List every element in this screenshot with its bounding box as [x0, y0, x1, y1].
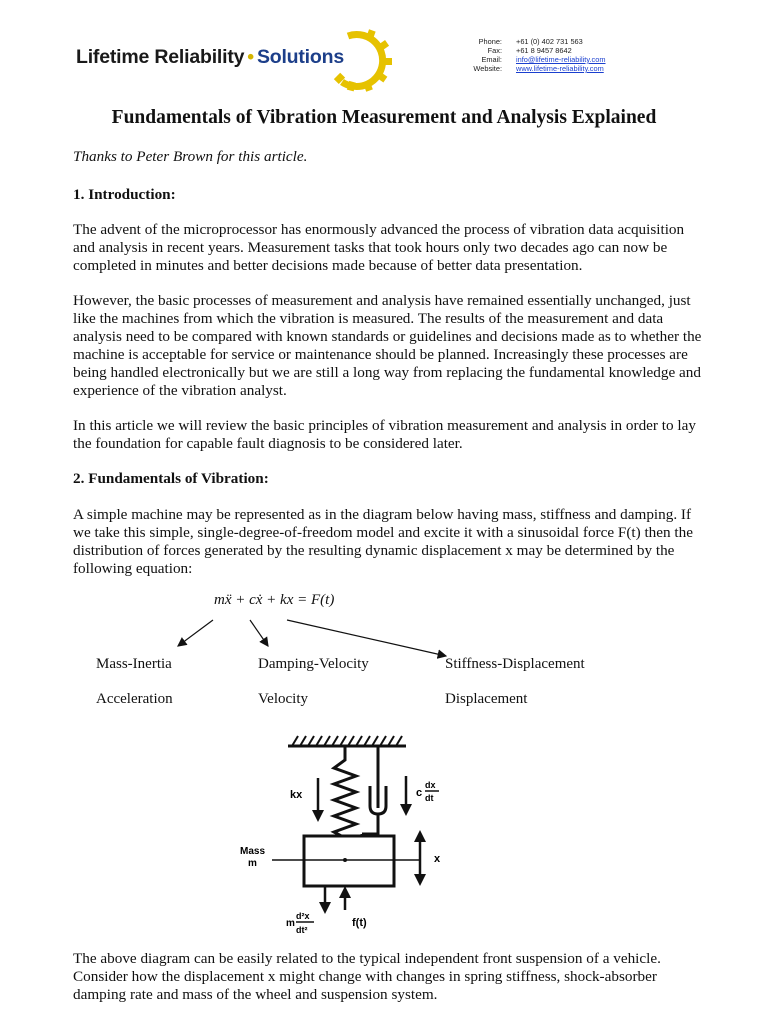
label-velocity: Velocity: [258, 691, 308, 707]
paragraph-1: The advent of the microprocessor has enormously advanced the process of vibration data acquisition and analysis in recent years. Measurement tasks that took hours only two decades ago can now be completed in minutes and better decisions made because of better data presentation.: [73, 221, 685, 274]
label-dt2: dt²: [296, 925, 308, 935]
label-c: c: [416, 787, 423, 799]
label-mass: Mass: [240, 846, 266, 857]
label-ft: f(t): [352, 917, 367, 929]
label-mass-inertia: Mass-Inertia: [96, 656, 172, 672]
mass-block: [304, 836, 394, 886]
paragraph-4: A simple machine may be represented as in the diagram below having mass, stiffness and damping. If we take this simple, single-degree-of-freedom model and excite it with a sinusoidal force F(t) then the distribution of forces generated by the resulting dynamic displacement x may be determined by the following equation:: [73, 506, 693, 577]
label-dt: dt: [425, 793, 434, 803]
paragraph-3: In this article we will review the basic principles of vibration measurement and analysis in order to lay the foundation for capable fault diagnosis to be considered later.: [73, 417, 696, 452]
arrow-to-damping: [250, 620, 268, 646]
paragraph-2: However, the basic processes of measurement and analysis have remained essentially unchanged, just like the machines from which the vibration is measured. The results of the measurement and data analysis need to be compared with known standards or guidelines and decisions made as to whether the machine is acceptable for service or maintenance should be planned. Increasingly these processes are being handled electronically but we are still a long way from replacing the fundamental knowledge and experience of the vibration analyst.: [73, 292, 702, 399]
website-link[interactable]: www.lifetime-reliability.com: [516, 64, 604, 73]
logo-solutions: Solutions: [256, 46, 344, 68]
logo-name: Lifetime Reliability: [76, 46, 245, 68]
contact-email: Email: info@lifetime-reliability.com: [481, 55, 606, 64]
thanks-line: Thanks to Peter Brown for this article.: [73, 148, 308, 165]
page-title: Fundamentals of Vibration Measurement and Analysis Explained: [111, 107, 657, 128]
equation-of-motion: mẍ + cẋ + kx = F(t): [214, 592, 335, 608]
label-displacement: Displacement: [445, 691, 528, 707]
paragraph-5: The above diagram can be easily related to the typical independent front suspension of a vehicle. Consider how the displacement x might change with changes in spring stiffness, shock-absorber damping rate and mass of the wheel and suspension system.: [73, 950, 661, 1003]
label-d2x: d²x: [296, 911, 310, 921]
label-dx: dx: [425, 780, 436, 790]
label-m: m: [248, 858, 257, 869]
contact-phone: Phone: +61 (0) 402 731 563: [478, 37, 583, 46]
section-heading-fundamentals: 2. Fundamentals of Vibration:: [73, 470, 269, 487]
logo-separator: •: [247, 46, 254, 68]
damper: [362, 746, 386, 840]
label-stiffness-displacement: Stiffness-Displacement: [445, 656, 585, 672]
section-heading-introduction: 1. Introduction:: [73, 186, 176, 203]
contact-website: Website: www.lifetime-reliability.com: [473, 64, 604, 73]
label-damping-velocity: Damping-Velocity: [258, 656, 369, 672]
label-acceleration: Acceleration: [96, 691, 173, 707]
email-link[interactable]: info@lifetime-reliability.com: [516, 55, 606, 64]
label-m2: m: [286, 918, 295, 929]
mass-spring-damper-diagram: [230, 726, 460, 938]
label-x: x: [434, 853, 441, 865]
arrow-to-stiffness: [287, 620, 446, 656]
label-kx: kx: [290, 789, 303, 801]
arrow-to-mass: [178, 620, 213, 646]
contact-fax: Fax: +61 8 9457 8642: [487, 46, 572, 55]
